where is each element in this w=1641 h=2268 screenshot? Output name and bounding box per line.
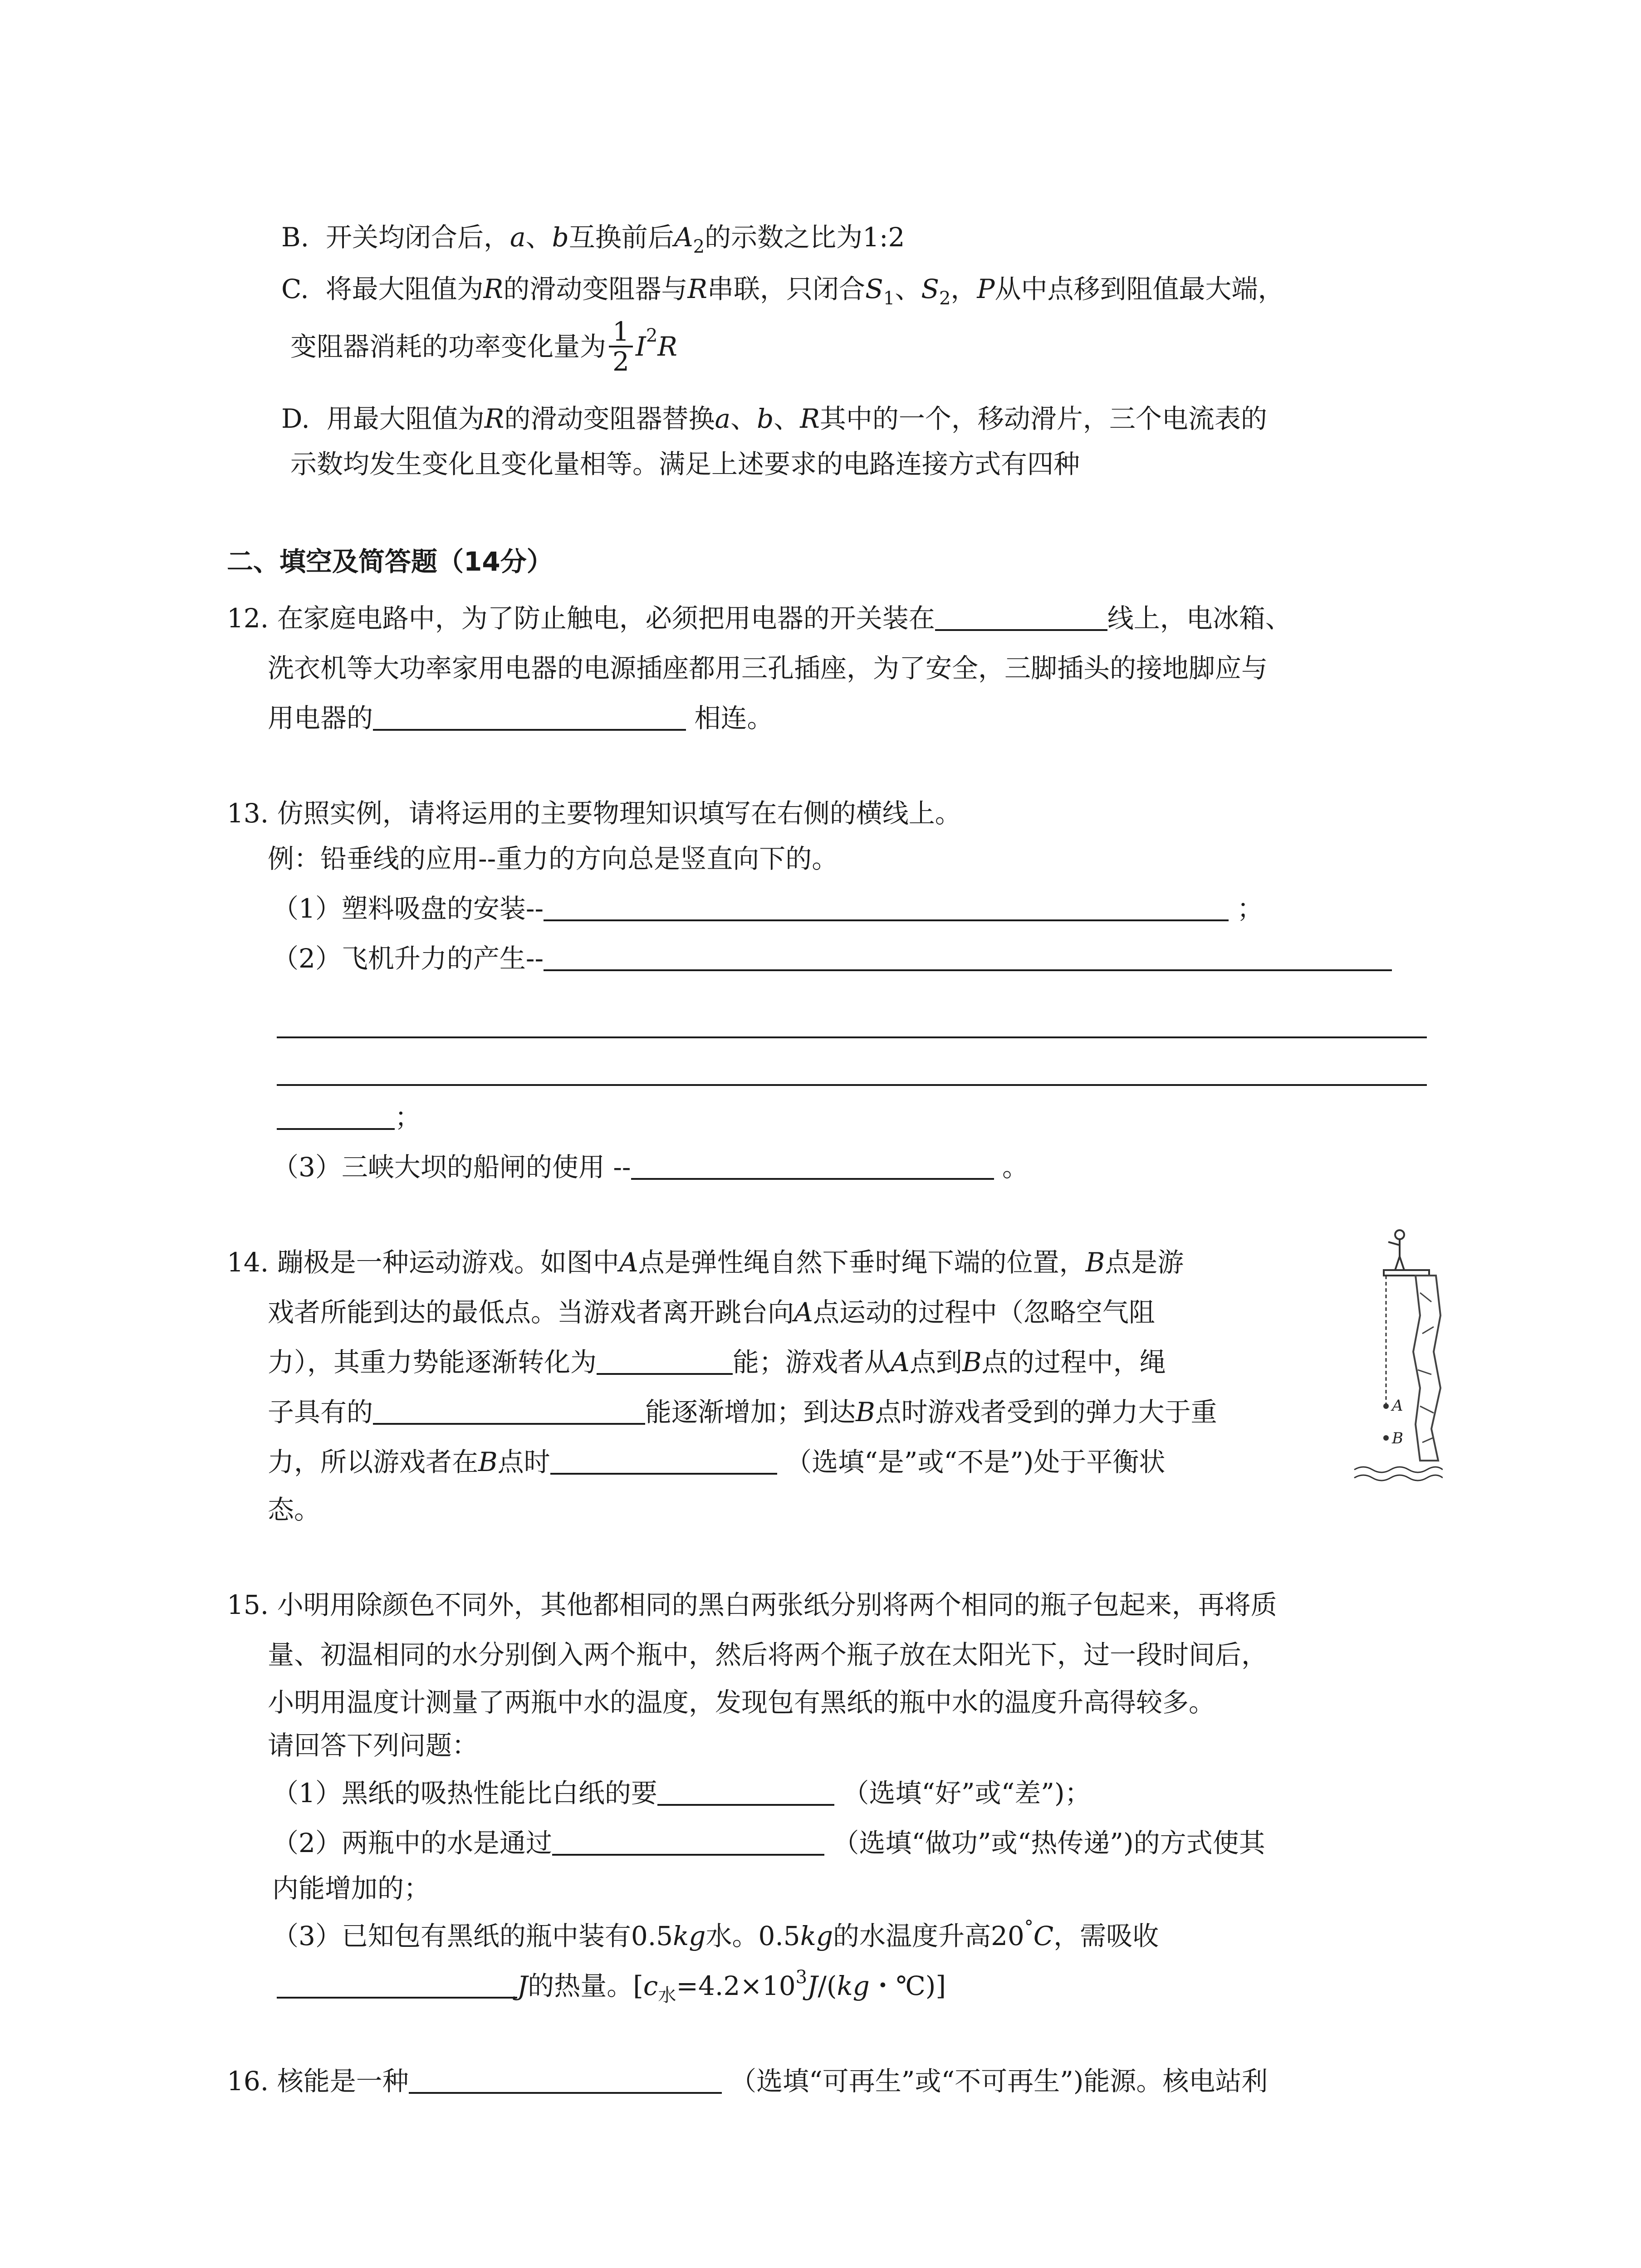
fraction xyxy=(609,318,633,376)
text: 点时游戏者受到的弹力大于重 xyxy=(875,1397,1217,1427)
q13-part2-end xyxy=(277,1098,421,1137)
text: 的滑动变阻器替换 xyxy=(504,403,715,434)
question-number: 16. xyxy=(227,2066,269,2097)
option-label: C. xyxy=(281,274,309,304)
answer-blank[interactable] xyxy=(409,2064,722,2094)
text: ； xyxy=(395,1102,421,1133)
text: 。 xyxy=(1002,1152,1029,1183)
q12-line2 xyxy=(268,649,1268,688)
answer-line[interactable] xyxy=(277,1036,1427,1038)
var-R: R xyxy=(483,274,504,304)
text: （1）黑纸的吸热性能比白纸的要 xyxy=(272,1778,657,1809)
text: （选填“可再生”或“不可再生”)能源。核电站利 xyxy=(730,2066,1268,2097)
q12-line1 xyxy=(227,599,1292,638)
subscript: 2 xyxy=(939,288,951,309)
degree-symbol: ° xyxy=(1024,1917,1034,1938)
subscript: 水 xyxy=(658,1985,676,2006)
text: 小明用温度计测量了两瓶中水的温度，发现包有黑纸的瓶中水的温度升高得较多。 xyxy=(268,1687,1215,1718)
var-R: R xyxy=(687,274,707,304)
page-number xyxy=(0,2263,1641,2268)
answer-blank[interactable] xyxy=(277,1969,517,1999)
var-R: R xyxy=(800,403,820,434)
text: 将最大阻值为 xyxy=(325,274,484,304)
q15-part1 xyxy=(272,1774,1091,1813)
text: （1）塑料吸盘的安装-- xyxy=(272,893,544,924)
text: （2）飞机升力的产生-- xyxy=(272,943,544,974)
q14-line1 xyxy=(227,1243,1184,1282)
text: 态。 xyxy=(268,1494,321,1525)
section-title-text: 二、填空及简答题（14分） xyxy=(227,546,553,577)
text: ，需吸收 xyxy=(1053,1921,1159,1951)
text: 力），其重力势能逐渐转化为 xyxy=(268,1347,597,1378)
text: 例：铅垂线的应用--重力的方向总是竖直向下的。 xyxy=(268,843,838,874)
answer-line[interactable] xyxy=(277,1084,1427,1086)
var-A: A xyxy=(674,222,693,253)
text: 点是游 xyxy=(1105,1247,1184,1278)
answer-blank[interactable] xyxy=(544,891,1229,921)
text: 的水温度升高20 xyxy=(833,1921,1024,1951)
var-S: S xyxy=(921,274,939,304)
text: 从中点移到阻值最大端， xyxy=(994,274,1284,304)
text: 请回答下列问题： xyxy=(268,1730,479,1761)
q15-part2 xyxy=(272,1823,1265,1862)
text: 用电器的 xyxy=(268,703,373,733)
answer-blank[interactable] xyxy=(935,601,1107,631)
text: 互换前后 xyxy=(568,222,674,253)
subscript: 1 xyxy=(883,288,895,309)
answer-blank[interactable] xyxy=(544,941,1392,971)
var-b: b xyxy=(757,403,774,434)
text: 点时 xyxy=(497,1447,550,1477)
unit-j: J xyxy=(517,1970,528,2001)
text: 子具有的 xyxy=(268,1397,373,1427)
text: 点到 xyxy=(909,1347,962,1378)
var-a: a xyxy=(715,403,731,434)
text: 洗衣机等大功率家用电器的电源插座都用三孔插座，为了安全，三脚插头的接地脚应与 xyxy=(268,653,1268,684)
point-b-label: B xyxy=(1392,1429,1403,1447)
q15-part2-cont xyxy=(272,1869,430,1908)
text: ， xyxy=(950,274,977,304)
text: 变阻器消耗的功率变化量为 xyxy=(290,331,607,362)
text: 的滑动变阻器与 xyxy=(503,274,688,304)
var-b: b xyxy=(552,222,569,253)
section-title xyxy=(227,542,553,581)
text: 戏者所能到达的最低点。当游戏者离开跳台向 xyxy=(268,1297,794,1328)
q15-line4 xyxy=(268,1726,478,1765)
q15-line2 xyxy=(268,1635,1268,1674)
bungee-figure xyxy=(1352,1225,1443,1483)
answer-blank[interactable] xyxy=(373,701,686,731)
q13-example xyxy=(268,839,838,878)
answer-blank[interactable] xyxy=(597,1345,733,1375)
text: 小明用除颜色不同外，其他都相同的黑白两张纸分别将两个相同的瓶子包起来，再将质 xyxy=(277,1589,1277,1620)
option-d-line2 xyxy=(290,445,1080,484)
text: 点是弹性绳自然下垂时绳下端的位置， xyxy=(638,1247,1086,1278)
text: 点运动的过程中（忽略空气阻 xyxy=(813,1297,1155,1328)
var-B: B xyxy=(478,1447,498,1477)
superscript: 3 xyxy=(795,1967,808,1988)
answer-blank[interactable] xyxy=(631,1150,994,1180)
text: 核能是一种 xyxy=(277,2066,409,2097)
q12-line3 xyxy=(268,699,773,738)
q14-line3 xyxy=(268,1343,1166,1382)
q14-line4 xyxy=(268,1393,1217,1432)
text: /( xyxy=(818,1970,837,2001)
text: 其中的一个，移动滑片，三个电流表的 xyxy=(819,403,1267,434)
question-number: 13. xyxy=(227,798,269,829)
question-number: 12. xyxy=(227,603,269,634)
question-number: 14. xyxy=(227,1247,269,1278)
bungee-diagram xyxy=(1352,1225,1443,1483)
text: （选填“好”或“差”)； xyxy=(843,1778,1091,1809)
option-c-line1 xyxy=(281,269,1284,308)
text: 线上，电冰箱、 xyxy=(1107,603,1292,634)
answer-blank[interactable] xyxy=(373,1395,645,1425)
unit-kg: kg xyxy=(673,1921,706,1951)
text: 内能增加的； xyxy=(272,1873,431,1904)
text: 的热量。[ xyxy=(528,1970,643,2001)
text: 量、初温相同的水分别倒入两个瓶中，然后将两个瓶子放在太阳光下，过一段时间后， xyxy=(268,1639,1268,1670)
var-S: S xyxy=(865,274,883,304)
unit-j: J xyxy=(807,1970,818,2001)
text: 、 xyxy=(525,222,552,253)
text: （2）两瓶中的水是通过 xyxy=(272,1828,552,1858)
text: 开关均闭合后， xyxy=(325,222,510,253)
text: 用最大阻值为 xyxy=(326,403,485,434)
text: 水。0.5 xyxy=(705,1921,800,1951)
text: 能；游戏者从 xyxy=(733,1347,891,1378)
text: （选填“做功”或“热传递”)的方式使其 xyxy=(833,1828,1265,1858)
text: ； xyxy=(1237,893,1264,924)
q13-part2 xyxy=(272,939,1392,978)
text: 、 xyxy=(730,403,757,434)
text: 示数均发生变化且变化量相等。满足上述要求的电路连接方式有四种 xyxy=(290,449,1080,479)
option-c-line2 xyxy=(290,318,677,376)
text: （选填“是”或“不是”)处于平衡状 xyxy=(785,1447,1166,1477)
var-I: I xyxy=(635,331,646,362)
denominator: 2 xyxy=(612,346,629,377)
q13-line1 xyxy=(227,794,961,833)
var-P: P xyxy=(977,274,995,304)
text: =4.2×10 xyxy=(676,1970,796,2001)
subscript: 2 xyxy=(693,236,705,257)
var-A: A xyxy=(794,1297,813,1328)
text: （3）三峡大坝的船闸的使用 -- xyxy=(272,1152,631,1183)
answer-blank[interactable] xyxy=(552,1826,824,1856)
text: ・℃)] xyxy=(869,1970,946,2001)
q15-part3 xyxy=(272,1916,1159,1955)
var-B: B xyxy=(1085,1247,1105,1278)
option-label: B. xyxy=(281,222,309,253)
q15-line1 xyxy=(227,1585,1277,1624)
option-d-line1 xyxy=(281,399,1267,438)
q14-line6 xyxy=(268,1490,320,1529)
option-b xyxy=(281,218,905,257)
var-a: a xyxy=(509,222,526,253)
point-a-label: A xyxy=(1392,1397,1403,1415)
var-A: A xyxy=(891,1347,910,1378)
text: 、 xyxy=(774,403,800,434)
option-label: D. xyxy=(281,403,310,434)
q16-line1 xyxy=(227,2062,1268,2101)
q15-line3 xyxy=(268,1683,1215,1722)
text: （3）已知包有黑纸的瓶中装有0.5 xyxy=(272,1921,673,1951)
text: 点的过程中，绳 xyxy=(981,1347,1166,1378)
unit-kg: kg xyxy=(837,1970,870,2001)
answer-blank[interactable] xyxy=(277,1100,395,1130)
answer-blank[interactable] xyxy=(657,1776,834,1806)
q13-part3 xyxy=(272,1148,1029,1187)
q13-part1 xyxy=(272,889,1264,928)
var-c: c xyxy=(643,1970,658,2001)
var-R: R xyxy=(657,331,677,362)
text: 、 xyxy=(895,274,921,304)
q14-line2 xyxy=(268,1293,1155,1332)
text: 力，所以游戏者在 xyxy=(268,1447,479,1477)
q14-line5 xyxy=(268,1442,1165,1481)
text: 仿照实例，请将运用的主要物理知识填写在右侧的横线上。 xyxy=(277,798,961,829)
superscript: 2 xyxy=(646,325,658,347)
text: 相连。 xyxy=(694,703,774,733)
text: 串联，只闭合 xyxy=(707,274,866,304)
var-B: B xyxy=(962,1347,982,1378)
text: 蹦极是一种运动游戏。如图中 xyxy=(277,1247,619,1278)
unit-kg: kg xyxy=(800,1921,833,1951)
var-R: R xyxy=(484,403,505,434)
var-B: B xyxy=(856,1397,875,1427)
text: 能逐渐增加；到达 xyxy=(645,1397,856,1427)
text: 的示数之比为1:2 xyxy=(705,222,905,253)
question-number: 15. xyxy=(227,1589,269,1620)
answer-blank[interactable] xyxy=(550,1445,777,1475)
q15-part3-cont xyxy=(277,1966,946,2005)
numerator: 1 xyxy=(609,318,633,347)
unit-c: C xyxy=(1033,1921,1054,1951)
var-A: A xyxy=(619,1247,638,1278)
text: 在家庭电路中，为了防止触电，必须把用电器的开关装在 xyxy=(277,603,935,634)
